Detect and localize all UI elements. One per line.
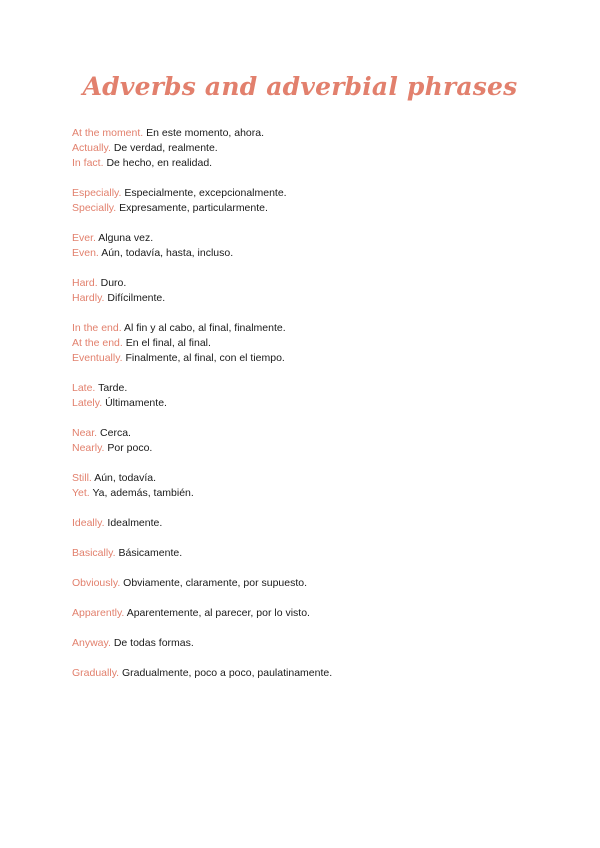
spanish-translation: Aún, todavía. bbox=[94, 472, 157, 484]
spanish-translation: En este momento, ahora. bbox=[146, 127, 265, 139]
english-term: At the end. bbox=[72, 337, 123, 349]
english-term: Apparently. bbox=[72, 607, 125, 619]
vocabulary-entry bbox=[72, 396, 552, 411]
english-term: Actually. bbox=[72, 142, 111, 154]
vocabulary-entry bbox=[72, 321, 552, 336]
vocabulary-group bbox=[72, 426, 552, 456]
vocabulary-group bbox=[72, 546, 552, 561]
english-term: Obviously. bbox=[72, 577, 121, 589]
vocabulary-entry bbox=[72, 666, 552, 681]
english-term: Anyway. bbox=[72, 637, 111, 649]
vocabulary-entry bbox=[72, 291, 552, 306]
vocabulary-group bbox=[72, 576, 552, 591]
english-term: Ever. bbox=[72, 232, 96, 244]
spanish-translation: Especialmente, excepcionalmente. bbox=[124, 187, 287, 199]
english-term: Hard. bbox=[72, 277, 98, 289]
spanish-translation: Últimamente. bbox=[105, 397, 167, 409]
vocabulary-entry bbox=[72, 231, 552, 246]
english-term: Late. bbox=[72, 382, 96, 394]
vocabulary-entry bbox=[72, 381, 552, 396]
spanish-translation: Aún, todavía, hasta, incluso. bbox=[101, 247, 234, 259]
english-term: In the end. bbox=[72, 322, 122, 334]
vocabulary-group bbox=[72, 471, 552, 501]
english-term: Especially. bbox=[72, 187, 122, 199]
spanish-translation: Obviamente, claramente, por supuesto. bbox=[123, 577, 308, 589]
vocabulary-group bbox=[72, 231, 552, 261]
english-term: Lately. bbox=[72, 397, 103, 409]
spanish-translation: Básicamente. bbox=[118, 547, 183, 559]
english-term: Ideally. bbox=[72, 517, 105, 529]
english-term: Gradually. bbox=[72, 667, 120, 679]
english-term: Hardly. bbox=[72, 292, 105, 304]
spanish-translation: Difícilmente. bbox=[107, 292, 166, 304]
vocabulary-entry bbox=[72, 201, 552, 216]
spanish-translation: Por poco. bbox=[107, 442, 153, 454]
english-term: At the moment. bbox=[72, 127, 144, 139]
vocabulary-entry bbox=[72, 636, 552, 651]
vocabulary-entry bbox=[72, 426, 552, 441]
vocabulary-entry bbox=[72, 606, 552, 621]
spanish-translation: Alguna vez. bbox=[98, 232, 154, 244]
spanish-translation: Ya, además, también. bbox=[92, 487, 194, 499]
english-term: Specially. bbox=[72, 202, 117, 214]
vocabulary-entry bbox=[72, 516, 552, 531]
vocabulary-group bbox=[72, 186, 552, 216]
spanish-translation: Al fin y al cabo, al final, finalmente. bbox=[123, 322, 286, 334]
vocabulary-group bbox=[72, 666, 552, 681]
spanish-translation: En el final, al final. bbox=[125, 337, 211, 349]
vocabulary-group bbox=[72, 606, 552, 621]
english-term: Basically. bbox=[72, 547, 116, 559]
vocabulary-entry bbox=[72, 186, 552, 201]
english-term: In fact. bbox=[72, 157, 104, 169]
spanish-translation: Tarde. bbox=[98, 382, 128, 394]
english-term: Still. bbox=[72, 472, 92, 484]
vocabulary-group bbox=[72, 636, 552, 651]
vocabulary-entry bbox=[72, 126, 552, 141]
english-term: Eventually. bbox=[72, 352, 123, 364]
spanish-translation: Aparentemente, al parecer, por lo visto. bbox=[126, 607, 310, 619]
spanish-translation: Duro. bbox=[100, 277, 127, 289]
spanish-translation: Cerca. bbox=[100, 427, 131, 439]
vocabulary-entry bbox=[72, 156, 552, 171]
spanish-translation: Gradualmente, poco a poco, paulatinamente. bbox=[122, 667, 333, 679]
vocabulary-entry bbox=[72, 141, 552, 156]
english-term: Even. bbox=[72, 247, 99, 259]
vocabulary-group bbox=[72, 321, 552, 366]
spanish-translation: Expresamente, particularmente. bbox=[119, 202, 268, 214]
english-term: Nearly. bbox=[72, 442, 105, 454]
vocabulary-entry bbox=[72, 351, 552, 366]
vocabulary-list bbox=[72, 126, 552, 696]
vocabulary-entry bbox=[72, 471, 552, 486]
spanish-translation: De todas formas. bbox=[113, 637, 194, 649]
vocabulary-entry bbox=[72, 336, 552, 351]
spanish-translation: Idealmente. bbox=[107, 517, 163, 529]
vocabulary-entry bbox=[72, 441, 552, 456]
vocabulary-group bbox=[72, 276, 552, 306]
english-term: Near. bbox=[72, 427, 98, 439]
page-title: Adverbs and adverbial phrases bbox=[82, 72, 518, 101]
vocabulary-entry bbox=[72, 486, 552, 501]
english-term: Yet. bbox=[72, 487, 90, 499]
spanish-translation: De hecho, en realidad. bbox=[106, 157, 213, 169]
vocabulary-group bbox=[72, 516, 552, 531]
vocabulary-entry bbox=[72, 576, 552, 591]
spanish-translation: De verdad, realmente. bbox=[113, 142, 218, 154]
vocabulary-entry bbox=[72, 546, 552, 561]
vocabulary-entry bbox=[72, 276, 552, 291]
vocabulary-group bbox=[72, 381, 552, 411]
vocabulary-group bbox=[72, 126, 552, 171]
spanish-translation: Finalmente, al final, con el tiempo. bbox=[125, 352, 285, 364]
vocabulary-entry bbox=[72, 246, 552, 261]
